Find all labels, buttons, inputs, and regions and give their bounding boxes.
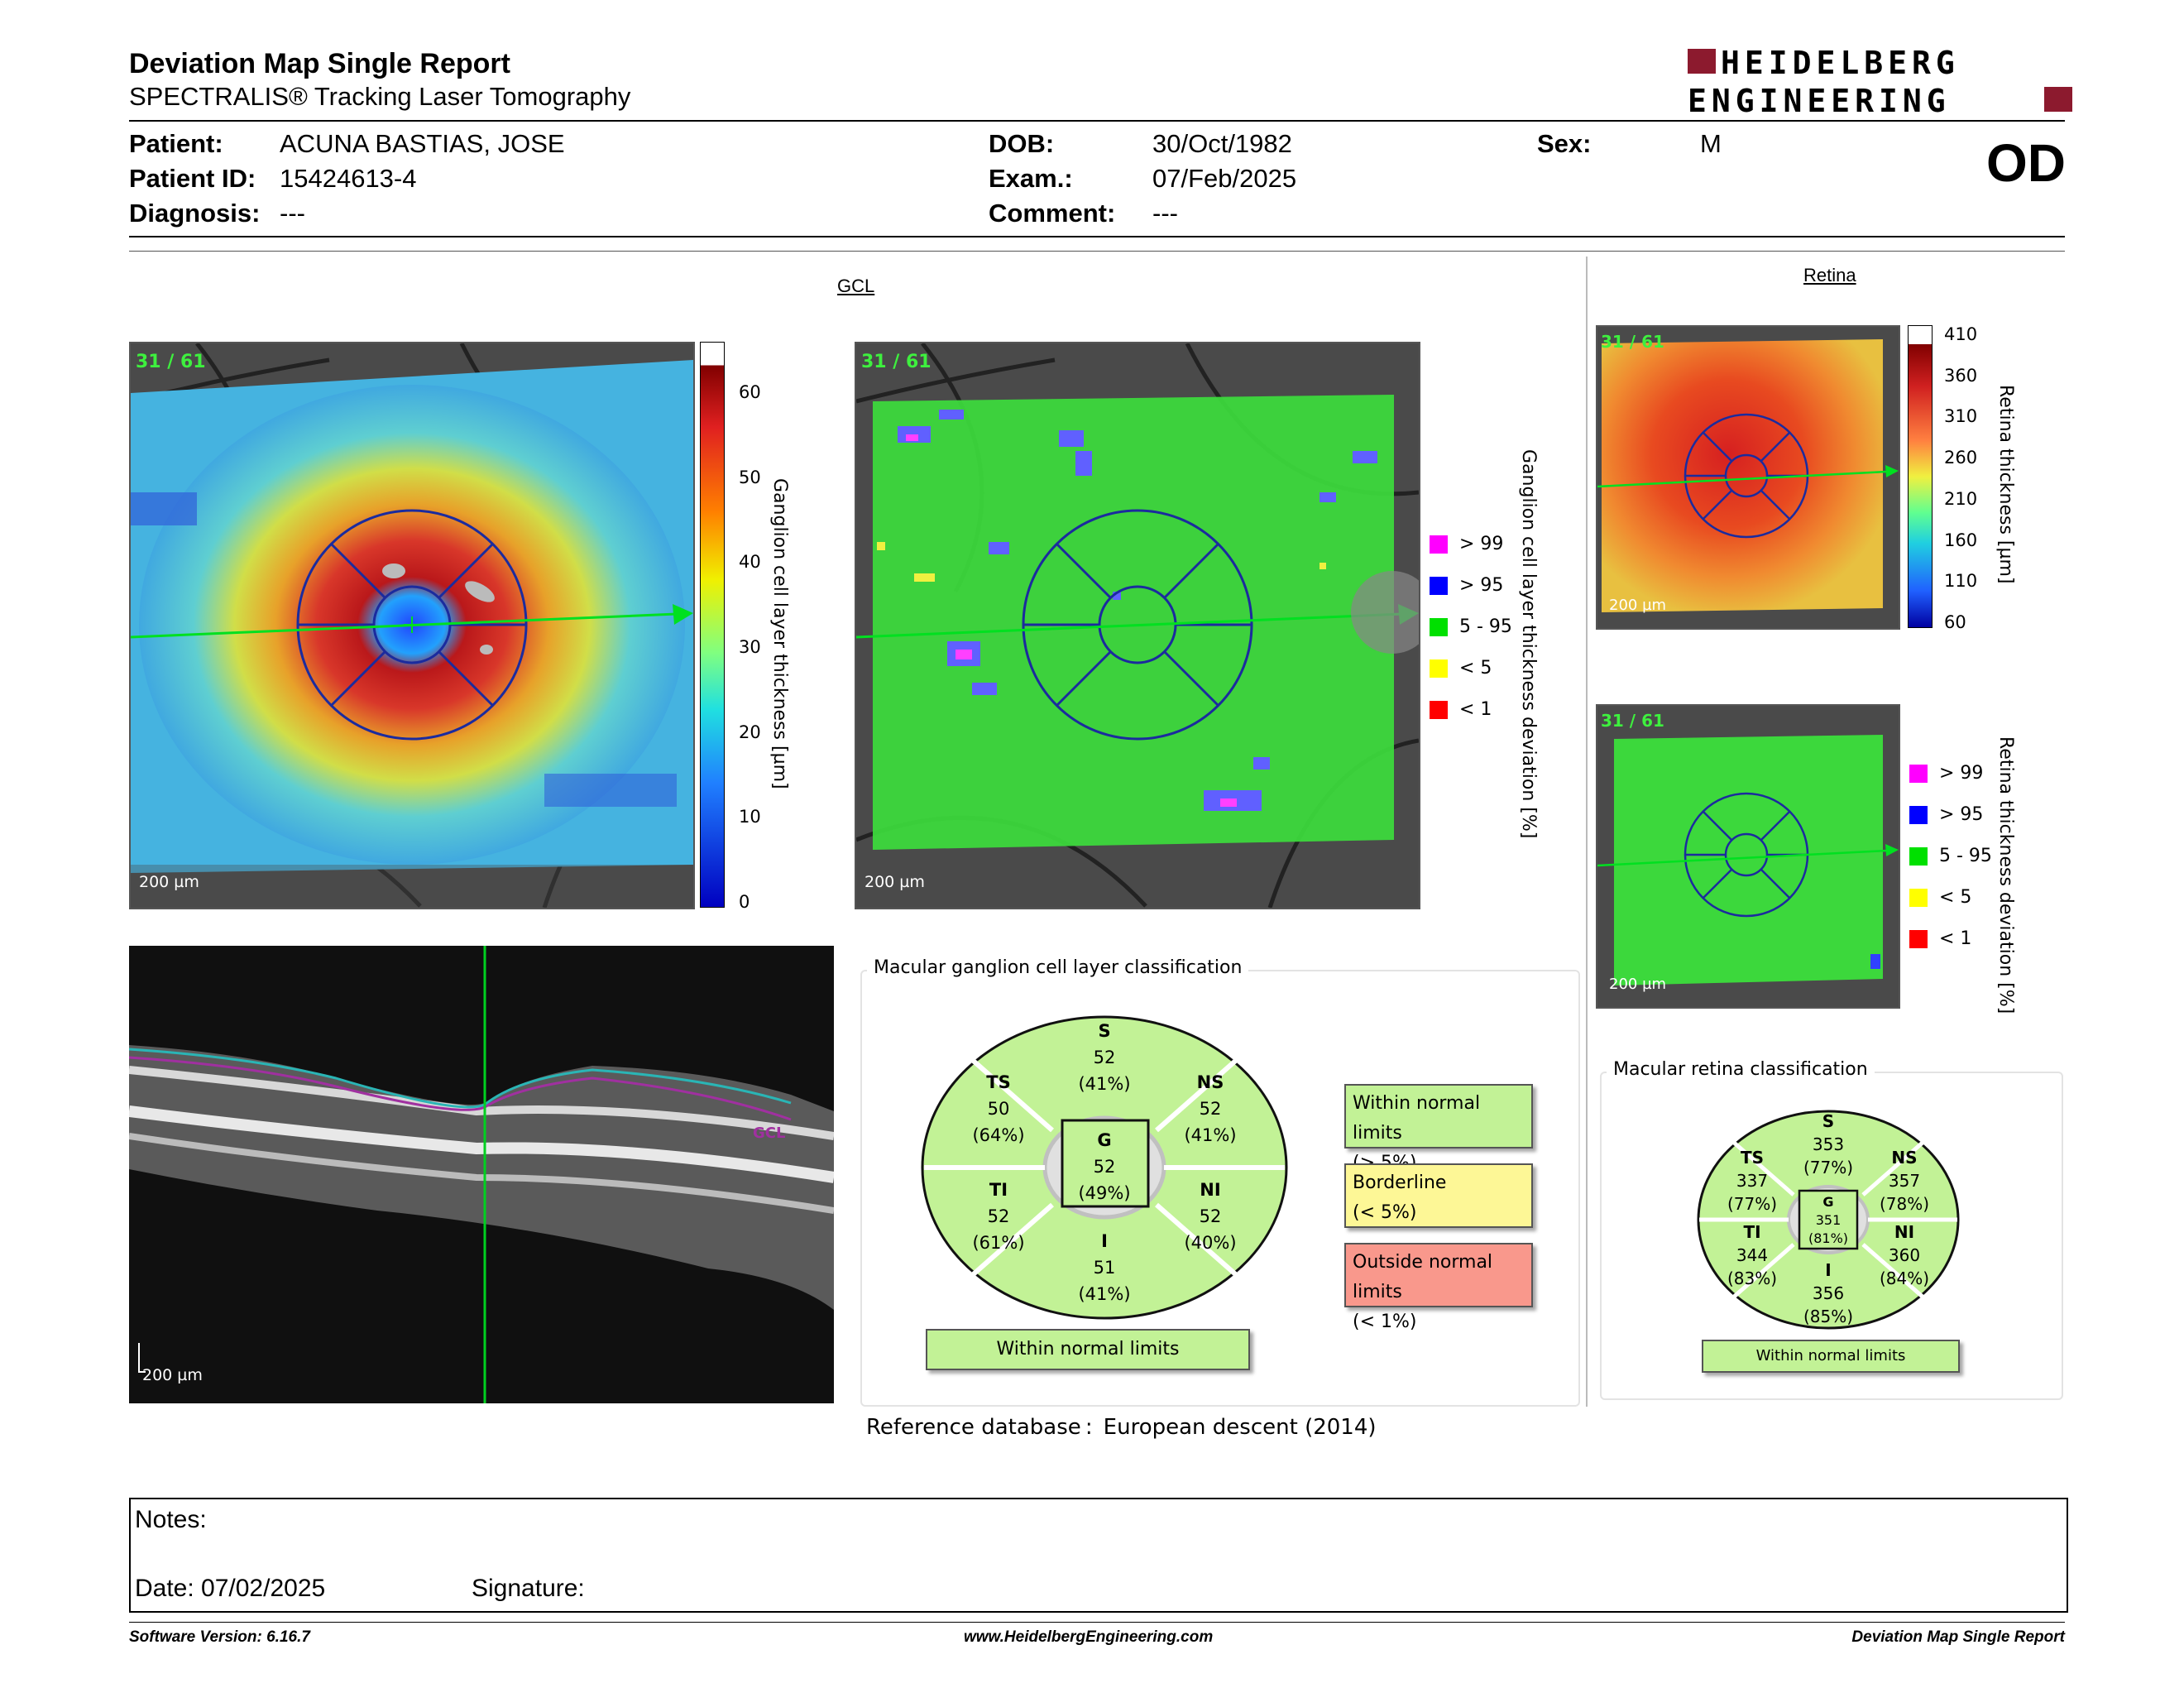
retina-deviation-axis-label: Retina thickness deviation [%]: [1995, 736, 2016, 1014]
comment-label: Comment:: [989, 199, 1116, 228]
svg-text:TS: TS: [1740, 1148, 1765, 1168]
gcl-sector-chart: [920, 1014, 1289, 1321]
key-borderline: Borderline (< 5%): [1344, 1163, 1533, 1228]
svg-text:360: 360: [1888, 1245, 1921, 1265]
oct-bscan: [129, 946, 834, 1403]
retina-deviation-legend: > 99 > 95 5 - 95 < 5 < 1: [1909, 763, 1992, 970]
retina-scan-index: 31 / 61: [1601, 332, 1664, 352]
svg-text:TI: TI: [989, 1180, 1008, 1200]
gcl-thickness-map: [129, 342, 695, 909]
retina-section-title: Retina: [1803, 265, 1856, 285]
svg-text:S: S: [1098, 1021, 1111, 1041]
svg-text:(41%): (41%): [1184, 1125, 1237, 1145]
patient-name: ACUNA BASTIAS, JOSE: [280, 129, 565, 158]
report-subtitle: SPECTRALIS® Tracking Laser Tomography: [129, 82, 631, 111]
gcl-section-title: GCL: [837, 276, 875, 296]
svg-text:NI: NI: [1200, 1180, 1221, 1200]
retina-dev-scale-bar: 200 µm: [1609, 976, 1667, 993]
svg-text:357: 357: [1888, 1171, 1921, 1191]
retina-thickness-colorbar: [1908, 325, 1933, 628]
svg-text:ENGINEERING: ENGINEERING: [1688, 83, 1951, 116]
svg-text:TI: TI: [1743, 1222, 1761, 1242]
retina-dev-scan-index: 31 / 61: [1601, 711, 1664, 731]
svg-text:S: S: [1822, 1111, 1835, 1131]
exam-value: 07/Feb/2025: [1152, 164, 1297, 193]
svg-text:NI: NI: [1894, 1222, 1915, 1242]
retina-classification-title: Macular retina classification: [1607, 1059, 1875, 1080]
comment-value: ---: [1152, 199, 1178, 228]
svg-text:I: I: [1101, 1231, 1108, 1251]
svg-text:344: 344: [1736, 1245, 1769, 1265]
svg-text:337: 337: [1736, 1171, 1769, 1191]
gcl-scale-bar: 200 µm: [139, 873, 199, 891]
dob-value: 30/Oct/1982: [1152, 129, 1292, 158]
gcl-thickness-colorbar: [700, 342, 725, 908]
footer-report-name: Deviation Map Single Report: [1851, 1628, 2065, 1646]
patient-id: 15424613-4: [280, 164, 417, 193]
svg-text:50: 50: [987, 1099, 1010, 1119]
svg-text:(81%): (81%): [1808, 1230, 1849, 1246]
diagnosis-value: ---: [280, 199, 305, 228]
svg-text:(77%): (77%): [1727, 1194, 1778, 1214]
heidelberg-logo: [1688, 46, 2072, 116]
svg-text:(83%): (83%): [1727, 1268, 1778, 1288]
svg-text:(84%): (84%): [1879, 1268, 1930, 1288]
exam-label: Exam.:: [989, 164, 1073, 193]
eye-indicator: OD: [1986, 133, 2066, 193]
gcl-deviation-axis-label: Ganglion cell layer thickness deviation [%]: [1518, 449, 1539, 839]
gcl-deviation-legend: > 99 > 95 5 - 95 < 5 < 1: [1430, 534, 1512, 741]
retina-deviation-map: [1596, 704, 1900, 1009]
svg-text:(78%): (78%): [1879, 1194, 1930, 1214]
retina-thickness-map: [1596, 325, 1900, 630]
gcl-dev-scale-bar: 200 µm: [864, 873, 925, 891]
gcl-classification-result: Within normal limits: [926, 1329, 1250, 1370]
svg-text:NS: NS: [1891, 1148, 1918, 1168]
svg-text:52: 52: [1199, 1099, 1222, 1119]
footer-software-version: Software Version: 6.16.7: [129, 1628, 310, 1646]
dob-label: DOB:: [989, 129, 1055, 158]
svg-text:NS: NS: [1196, 1072, 1224, 1092]
retina-thickness-axis-label: Retina thickness [µm]: [1995, 385, 2016, 584]
retina-scale-bar: 200 µm: [1609, 597, 1667, 614]
gcl-dev-scan-index: 31 / 61: [861, 352, 932, 372]
svg-text:(49%): (49%): [1078, 1183, 1131, 1203]
reference-database: Reference database : European descent (2014): [866, 1415, 1377, 1440]
signature-label: Signature:: [472, 1575, 585, 1602]
patient-id-label: Patient ID:: [129, 164, 256, 193]
svg-text:(41%): (41%): [1078, 1284, 1131, 1304]
svg-text:(77%): (77%): [1803, 1158, 1854, 1177]
svg-text:(85%): (85%): [1803, 1307, 1854, 1326]
svg-text:356: 356: [1812, 1283, 1845, 1303]
svg-text:G: G: [1822, 1194, 1834, 1210]
sex-label: Sex:: [1537, 129, 1592, 158]
retina-sector-chart: [1696, 1109, 1961, 1331]
patient-label: Patient:: [129, 129, 223, 158]
svg-text:(41%): (41%): [1078, 1074, 1131, 1094]
gcl-thickness-ticks: 60 50 40 30 20 10 0: [739, 382, 761, 912]
svg-text:TS: TS: [986, 1072, 1011, 1092]
retina-classification-result: Within normal limits: [1702, 1340, 1960, 1373]
gcl-thickness-axis-label: Ganglion cell layer thickness [µm]: [769, 478, 790, 789]
key-outside-normal: Outside normal limits (< 1%): [1344, 1243, 1533, 1307]
svg-text:(61%): (61%): [972, 1233, 1025, 1253]
svg-text:G: G: [1097, 1130, 1112, 1150]
notes-label: Notes:: [135, 1506, 207, 1533]
svg-text:51: 51: [1093, 1258, 1116, 1278]
svg-text:351: 351: [1815, 1212, 1842, 1228]
report-title: Deviation Map Single Report: [129, 48, 510, 79]
svg-text:I: I: [1825, 1260, 1832, 1280]
gcl-deviation-map: [855, 342, 1420, 909]
svg-text:(64%): (64%): [972, 1125, 1025, 1145]
gcl-classification-title: Macular ganglion cell layer classification: [867, 957, 1248, 978]
svg-text:52: 52: [1093, 1048, 1116, 1067]
retina-thickness-ticks: 410 360 310 260 210 160 110 60: [1944, 324, 1978, 632]
bscan-scale-bar: 200 µm: [142, 1366, 203, 1384]
svg-text:(40%): (40%): [1184, 1233, 1237, 1253]
svg-text:52: 52: [1093, 1157, 1116, 1177]
svg-text:353: 353: [1812, 1134, 1845, 1154]
bscan-gcl-label: GCL: [753, 1125, 786, 1142]
key-within-normal: Within normal limits: [1344, 1084, 1533, 1149]
svg-text:HEIDELBERG: HEIDELBERG: [1721, 46, 1960, 81]
svg-text:52: 52: [987, 1206, 1010, 1226]
date-label: Date: 07/02/2025: [135, 1575, 326, 1602]
sex-value: M: [1700, 129, 1722, 158]
footer-website[interactable]: www.HeidelbergEngineering.com: [964, 1628, 1214, 1646]
gcl-scan-index: 31 / 61: [136, 352, 206, 372]
svg-text:52: 52: [1199, 1206, 1222, 1226]
notes-box[interactable]: [129, 1498, 2068, 1613]
diagnosis-label: Diagnosis:: [129, 199, 261, 228]
